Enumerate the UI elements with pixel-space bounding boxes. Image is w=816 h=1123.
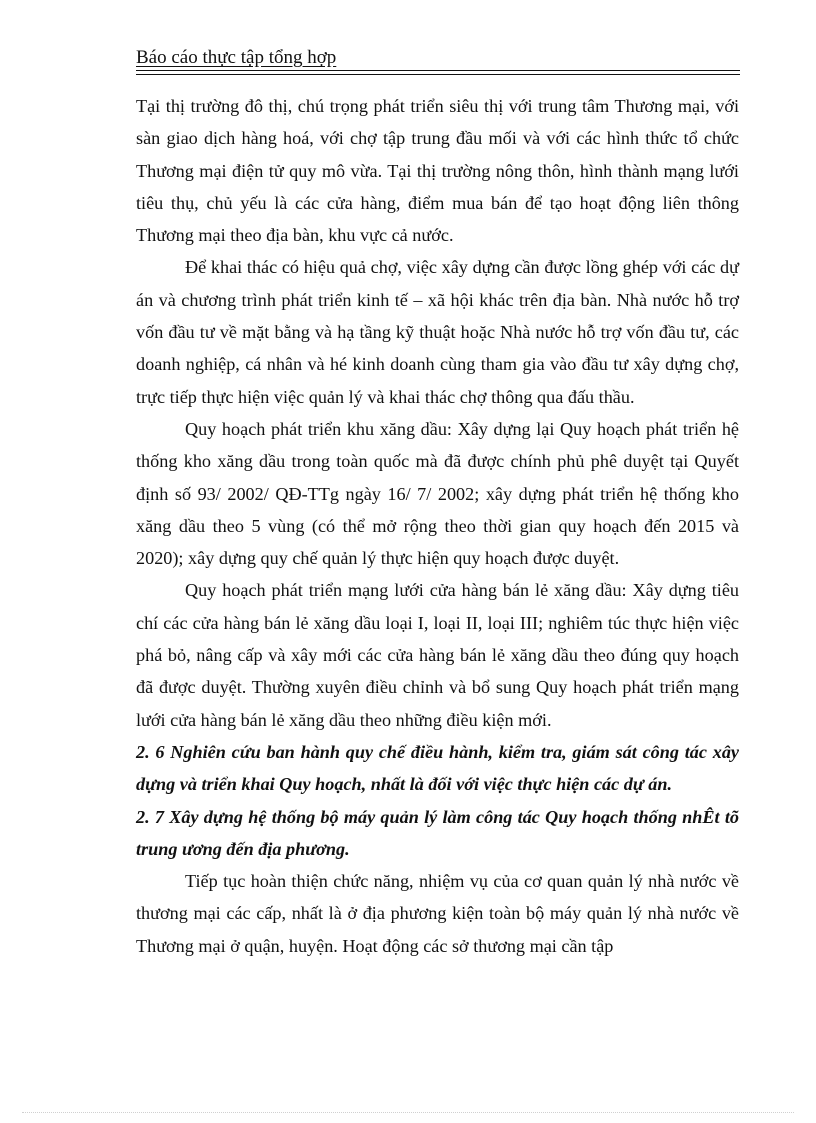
section-heading-2-7: 2. 7 Xây dựng hệ thống bộ máy quản lý làm công tác Quy hoạch thống nhÊt tõ trung ương đến địa phương. <box>136 806 739 859</box>
page-header <box>136 46 740 70</box>
document-body <box>136 90 739 962</box>
paragraph-urban-market: Tại thị trường đô thị, chú trọng phát triển siêu thị với trung tâm Thương mại, với sàn giao dịch hàng hoá, với chợ tập trung đầu mối và với các hình thức tổ chức Thương mại điện tử quy mô vừa. Tại thị trường nông thôn, hình thành mạng lưới tiêu thụ, chủ yếu là các cửa hàng, điểm mua bán để tạo hoạt động liên thông Thương mại theo địa bàn, khu vực cả nước. <box>136 96 739 246</box>
paragraph-fuel-depot-planning: Quy hoạch phát triển khu xăng dầu: Xây dựng lại Quy hoạch phát triển hệ thống kho xăng dầu trong toàn quốc mà đã được chính phủ phê duyệt tại Quyết định số 93/ 2002/ QĐ-TTg ngày 16/ 7/ 2002; xây dựng phát triển hệ thống kho xăng dầu theo 5 vùng (có thể mở rộng theo thời gian quy hoạch đến 2015 và 2020); xây dựng quy chế quản lý thực hiện quy hoạch được duyệt. <box>136 418 739 569</box>
section-heading-2-6: 2. 6 Nghiên cứu ban hành quy chế điều hành, kiểm tra, giám sát công tác xây dựng và triển khai Quy hoạch, nhất là đối với việc thực hiện các dự án. <box>136 741 739 795</box>
paragraph-management-apparatus: Tiếp tục hoàn thiện chức năng, nhiệm vụ của cơ quan quản lý nhà nước về thương mại các cấp, nhất là ở địa phương kiện toàn bộ máy quản lý nhà nước về Thương mại ở quận, huyện. Hoạt động các sở thương mại cần tập <box>136 871 739 956</box>
header-title: Báo cáo thực tập tổng hợp <box>136 47 337 68</box>
paragraph-market-development: Để khai thác có hiệu quả chợ, việc xây dựng cần được lồng ghép với các dự án và chương trình phát triển kinh tế – xã hội khác trên địa bàn. Nhà nước hỗ trợ vốn đầu tư về mặt bằng và hạ tầng kỹ thuật hoặc Nhà nước hỗ trợ vốn đầu tư, các doanh nghiệp, cá nhân và hé kinh doanh cùng tham gia vào đầu tư xây dựng chợ, trực tiếp thực hiện việc quản lý và khai thác chợ thông qua đấu thầu. <box>136 257 739 407</box>
paragraph-fuel-retail-planning: Quy hoạch phát triển mạng lưới cửa hàng bán lẻ xăng dầu: Xây dựng tiêu chí các cửa hàng bán lẻ xăng dầu loại I, loại II, loại III; nghiêm túc thực hiện việc phá bỏ, nâng cấp và xây mới các cửa hàng bán lẻ xăng dầu theo đúng quy hoạch đã được duyệt. Thường xuyên điều chỉnh và bổ sung Quy hoạch phát triển mạng lưới cửa hàng bán lẻ xăng dầu theo những điều kiện mới. <box>136 580 739 730</box>
header-rule-thin <box>136 70 740 71</box>
page-bottom-dotted-line <box>22 1112 794 1113</box>
header-rule-thick <box>136 74 740 75</box>
